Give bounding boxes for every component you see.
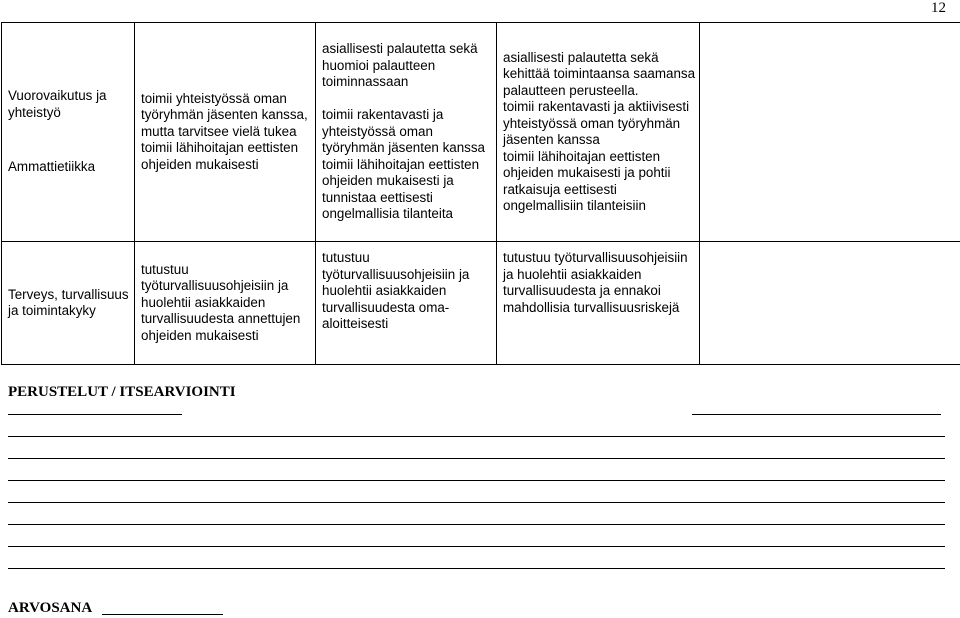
grade-label: ARVOSANA [8, 600, 93, 616]
empty-cell [700, 23, 960, 242]
writing-line[interactable] [8, 414, 182, 415]
criteria-cell [497, 242, 700, 365]
criteria-cell [135, 23, 316, 242]
category-label: Ammattietiikka [8, 159, 96, 175]
category-cell [2, 242, 135, 365]
empty-cell [700, 242, 960, 365]
grade-input-line[interactable] [102, 614, 223, 615]
writing-line[interactable] [8, 436, 945, 437]
writing-line[interactable] [8, 502, 945, 503]
criteria-cell [497, 23, 700, 242]
writing-line[interactable] [8, 546, 945, 547]
table-row [2, 242, 960, 365]
criteria-text: asiallisesti palautetta sekä kehittää toimintaansa saamansa palautteen perusteella. toimii rakentavasti ja aktiivisesti yhteistyössä oman työryhmän jäsenten kanssa toimii lähihoitajan eettisten ohjeiden mukaisesti ja pohtii ratkaisuja eettisesti ongelmallisiin tilanteisiin [503, 49, 696, 213]
writing-line[interactable] [8, 480, 945, 481]
criteria-text: toimii yhteistyössä oman työryhmän jäsenten kanssa, mutta tarvitsee vielä tukea toimii lähihoitajan eettisten ohjeiden mukaisesti [141, 90, 308, 172]
criteria-text: tutustuu työturvallisuusohjeisiin ja huolehtii asiakkaiden turvallisuudesta ja ennakoi mahdollisia turvallisuusriskejä [503, 250, 688, 315]
writing-line[interactable] [8, 458, 945, 459]
criteria-text: asiallisesti palautetta sekä huomioi palautteen toiminnassaan toimii rakentavasti ja yhteistyössä oman työryhmän jäsenten kanssa toimii lähihoitajan eettisten ohjeiden mukaisesti ja tunnistaa eettisesti ongelmallisia tilanteita [322, 41, 486, 222]
page-number: 12 [931, 0, 946, 16]
writing-line[interactable] [692, 414, 941, 415]
criteria-text: tutustuu työturvallisuusohjeisiin ja huolehtii asiakkaiden turvallisuudesta annettujen ohjeiden mukaisesti [141, 261, 301, 343]
table-row [2, 23, 960, 242]
writing-line[interactable] [8, 524, 945, 525]
section-heading: PERUSTELUT / ITSEARVIOINTI [8, 384, 236, 400]
criteria-cell [316, 23, 497, 242]
criteria-text: tutustuu työturvallisuusohjeisiin ja huolehtii asiakkaiden turvallisuudesta oma-aloitteisesti [322, 250, 470, 331]
category-label: Vuorovaikutus ja yhteistyö [8, 88, 107, 120]
category-label: Terveys, turvallisuus ja toimintakyky [8, 286, 129, 318]
assessment-table [1, 22, 960, 365]
category-cell [2, 23, 135, 242]
criteria-cell [135, 242, 316, 365]
writing-line[interactable] [8, 568, 945, 569]
criteria-cell [316, 242, 497, 365]
